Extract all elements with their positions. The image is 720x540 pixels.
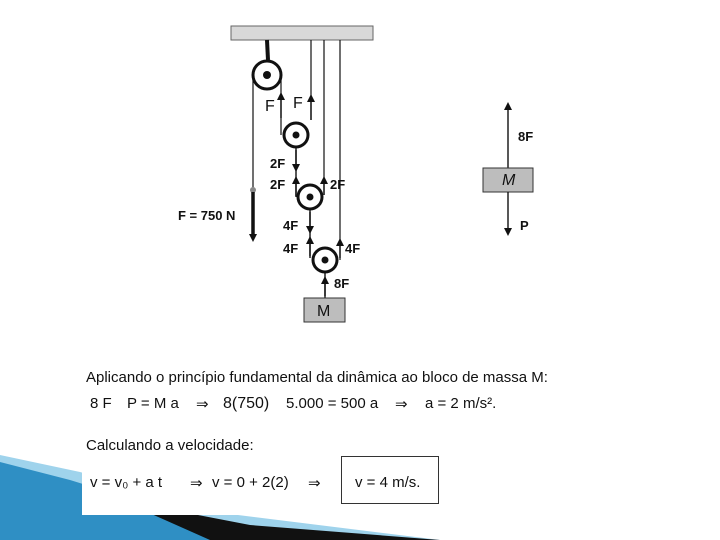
fbd-down-label: P	[520, 218, 529, 233]
eq2-arrow2: ⇒	[308, 475, 321, 492]
rope-hanger	[267, 40, 268, 60]
eq1-b: P = M a	[127, 395, 179, 412]
block-m-label: M	[317, 303, 331, 320]
fbd-block-label: M	[502, 172, 516, 189]
label-f-right: F	[293, 95, 303, 112]
intro-line: Aplicando o princípio fundamental da dinâmica ao bloco de massa M:	[86, 369, 548, 386]
label-4f-left: 4F	[283, 241, 299, 256]
fbd-up-label: 8F	[518, 129, 534, 144]
eq2-b: v = 0 + 2(2)	[212, 474, 289, 491]
eq1-e: a = 2 m/s².	[425, 395, 497, 412]
moving-pulley-2-hub	[307, 194, 314, 201]
eq2-arrow1: ⇒	[190, 475, 203, 492]
eq1-arrow2: ⇒	[395, 396, 408, 413]
fixed-pulley-hub	[263, 71, 271, 79]
label-f-left: F	[265, 98, 275, 115]
velocity-line: Calculando a velocidade:	[86, 437, 254, 454]
eq1-c: 8(750)	[223, 395, 270, 412]
eq1-a: 8 F	[90, 395, 112, 412]
eq2-boxed: v = 4 m/s.	[355, 474, 421, 491]
label-2f-left: 2F	[270, 177, 286, 192]
label-2f-top: 2F	[270, 156, 286, 171]
moving-pulley-3-hub	[322, 257, 329, 264]
eq1-d: 5.000 = 500 a	[286, 395, 379, 412]
label-4f-top: 4F	[283, 218, 299, 233]
ceiling	[231, 26, 373, 40]
label-8f: 8F	[334, 276, 350, 291]
eq2-a: v = v₀ + a t	[90, 474, 163, 491]
label-4f-right: 4F	[345, 241, 361, 256]
eq1-arrow1: ⇒	[196, 396, 209, 413]
moving-pulley-1-hub	[293, 132, 300, 139]
applied-force-label: F = 750 N	[178, 208, 236, 223]
label-2f-right: 2F	[330, 177, 346, 192]
